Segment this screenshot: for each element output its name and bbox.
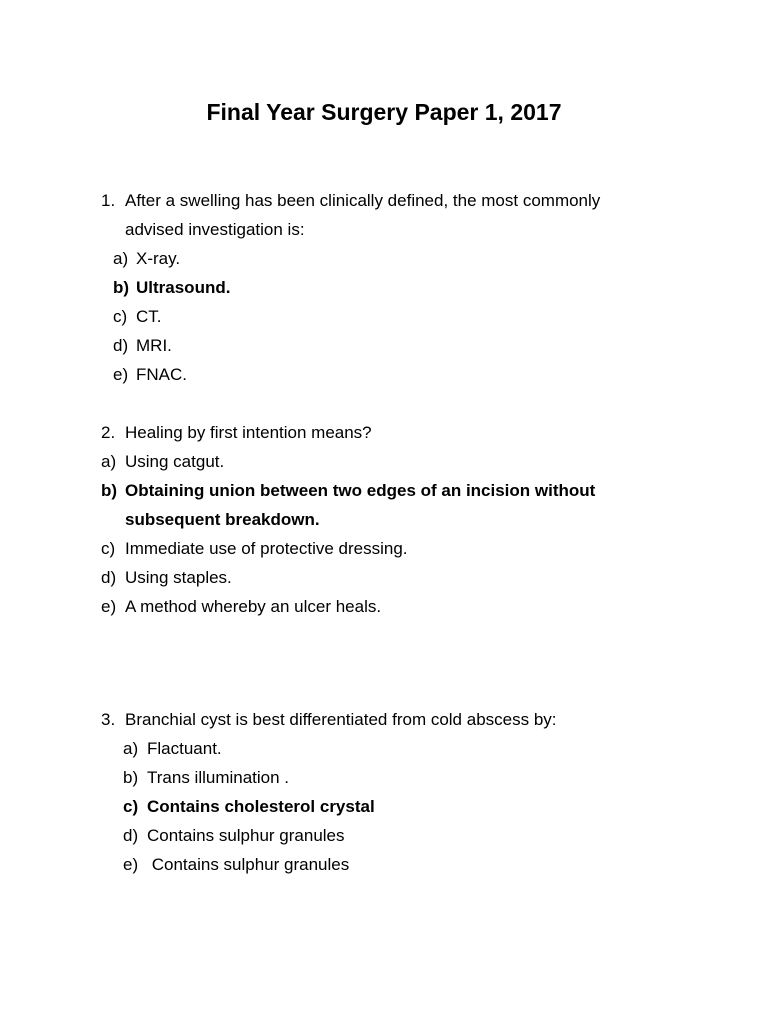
option-text-correct: Contains cholesterol crystal	[147, 797, 375, 816]
page-title: Final Year Surgery Paper 1, 2017	[206, 99, 562, 125]
option-letter-correct: b)	[113, 278, 130, 297]
option-text: FNAC.	[136, 365, 187, 384]
option-text: Contains sulphur granules	[147, 855, 350, 874]
option-letter: d)	[123, 826, 139, 845]
question-stem: Healing by first intention means?	[125, 423, 372, 442]
option-text-correct: Ultrasound.	[136, 278, 231, 297]
option-text: Using catgut.	[125, 452, 225, 471]
option-letter: b)	[123, 768, 139, 787]
question-stem: After a swelling has been clinically defined, the most commonly	[125, 191, 601, 210]
option-text: X-ray.	[136, 249, 181, 268]
question-number: 3.	[101, 710, 116, 729]
option-letter: a)	[113, 249, 129, 268]
question-number: 2.	[101, 423, 116, 442]
question-number: 1.	[101, 191, 116, 210]
option-letter-correct: c)	[123, 797, 139, 816]
option-letter: d)	[113, 336, 129, 355]
option-letter: c)	[113, 307, 128, 326]
option-letter: a)	[123, 739, 139, 758]
question-stem: advised investigation is:	[125, 220, 305, 239]
option-text: Using staples.	[125, 568, 232, 587]
question-stem: Branchial cyst is best differentiated from cold abscess by:	[125, 710, 557, 729]
option-letter-correct: b)	[101, 481, 118, 500]
option-letter: e)	[101, 597, 117, 616]
option-text-correct: Obtaining union between two edges of an incision without	[125, 481, 596, 500]
option-letter: a)	[101, 452, 117, 471]
option-text: Trans illumination .	[147, 768, 290, 787]
option-text-correct: subsequent breakdown.	[125, 510, 320, 529]
option-text: Flactuant.	[147, 739, 222, 758]
option-text: Contains sulphur granules	[147, 826, 345, 845]
option-letter: d)	[101, 568, 117, 587]
option-letter: e)	[123, 855, 139, 874]
option-text: MRI.	[136, 336, 172, 355]
option-text: Immediate use of protective dressing.	[125, 539, 408, 558]
option-text: A method whereby an ulcer heals.	[125, 597, 382, 616]
option-letter: e)	[113, 365, 129, 384]
option-text: CT.	[136, 307, 162, 326]
option-letter: c)	[101, 539, 116, 558]
